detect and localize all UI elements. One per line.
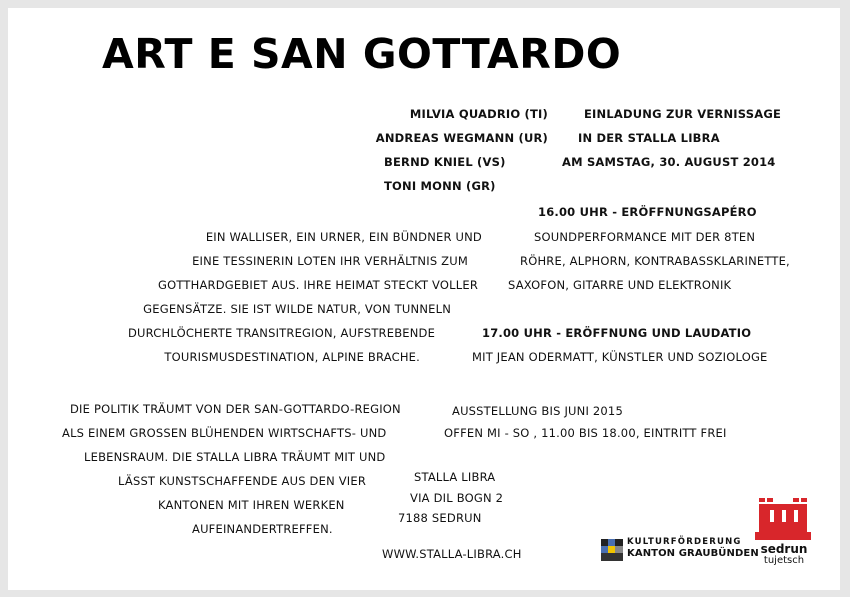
page-title: ART E SAN GOTTARDO: [102, 30, 622, 78]
artist-name: MILVIA QUADRIO (TI): [409, 107, 548, 121]
politics-line: DIE POLITIK TRÄUMT VON DER SAN-GOTTARDO-REGION: [70, 402, 401, 416]
sedrun-castle-icon: [753, 498, 815, 542]
intro-line: EIN WALLISER, EIN URNER, EIN BÜNDNER UND: [205, 230, 482, 244]
invitation-card: [8, 8, 840, 590]
program-heading-2: 17.00 UHR - ERÖFFNUNG UND LAUDATIO: [482, 326, 752, 340]
program-heading-1: 16.00 UHR - ERÖFFNUNGSAPÉRO: [538, 205, 757, 219]
tujetsch-word: tujetsch: [763, 555, 805, 566]
invitation-line: IN DER STALLA LIBRA: [578, 131, 720, 145]
intro-line: TOURISMUSDESTINATION, ALPINE BRACHE.: [164, 350, 420, 364]
politics-line: KANTONEN MIT IHREN WERKEN: [158, 498, 345, 512]
address-line: VIA DIL BOGN 2: [410, 491, 504, 505]
program-line: RÖHRE, ALPHORN, KONTRABASSKLARINETTE,: [520, 254, 790, 268]
sedrun-word: sedrun: [760, 542, 808, 556]
address-line: STALLA LIBRA: [414, 470, 496, 484]
program-line: MIT JEAN ODERMATT, KÜNSTLER UND SOZIOLOGE: [472, 350, 768, 364]
address-line: 7188 SEDRUN: [398, 511, 482, 525]
program-line: SAXOFON, GITARRE UND ELEKTRONIK: [508, 278, 732, 292]
sedrun-tujetsch-logo: [753, 498, 815, 570]
invitation-line: AM SAMSTAG, 30. AUGUST 2014: [562, 155, 776, 169]
intro-line: EINE TESSINERIN LOTEN IHR VERHÄLTNIS ZUM: [192, 254, 468, 268]
artist-name: BERND KNIEL (VS): [384, 155, 506, 169]
politics-line: LEBENSRAUM. DIE STALLA LIBRA TRÄUMT MIT UND: [84, 450, 386, 464]
graubuenden-coat-of-arms-icon: [601, 539, 623, 561]
politics-line: AUFEINANDERTREFFEN.: [192, 522, 333, 536]
artist-name: TONI MONN (GR): [384, 179, 496, 193]
kulturfoerderung-line1: KULTURFÖRDERUNG: [627, 537, 742, 547]
exhibition-line: AUSSTELLUNG BIS JUNI 2015: [452, 404, 623, 418]
program-line: SOUNDPERFORMANCE MIT DER 8TEN: [534, 230, 756, 244]
politics-line: ALS EINEM GROSSEN BLÜHENDEN WIRTSCHAFTS- UND: [62, 426, 387, 440]
invitation-line: EINLADUNG ZUR VERNISSAGE: [584, 107, 782, 121]
intro-line: DURCHLÖCHERTE TRANSITREGION, AUFSTREBENDE: [128, 326, 436, 340]
exhibition-line: OFFEN MI - SO , 11.00 BIS 18.00, EINTRITT FREI: [444, 426, 727, 440]
artist-name: ANDREAS WEGMANN (UR): [375, 131, 548, 145]
intro-line: GOTTHARDGEBIET AUS. IHRE HEIMAT STECKT VOLLER: [158, 278, 479, 292]
website-link[interactable]: WWW.STALLA-LIBRA.CH: [382, 547, 522, 561]
kulturfoerderung-line2: KANTON GRAUBÜNDEN: [627, 548, 759, 559]
intro-line: GEGENSÄTZE. SIE IST WILDE NATUR, VON TUNNELN: [143, 302, 451, 316]
politics-line: LÄSST KUNSTSCHAFFENDE AUS DEN VIER: [118, 474, 367, 488]
